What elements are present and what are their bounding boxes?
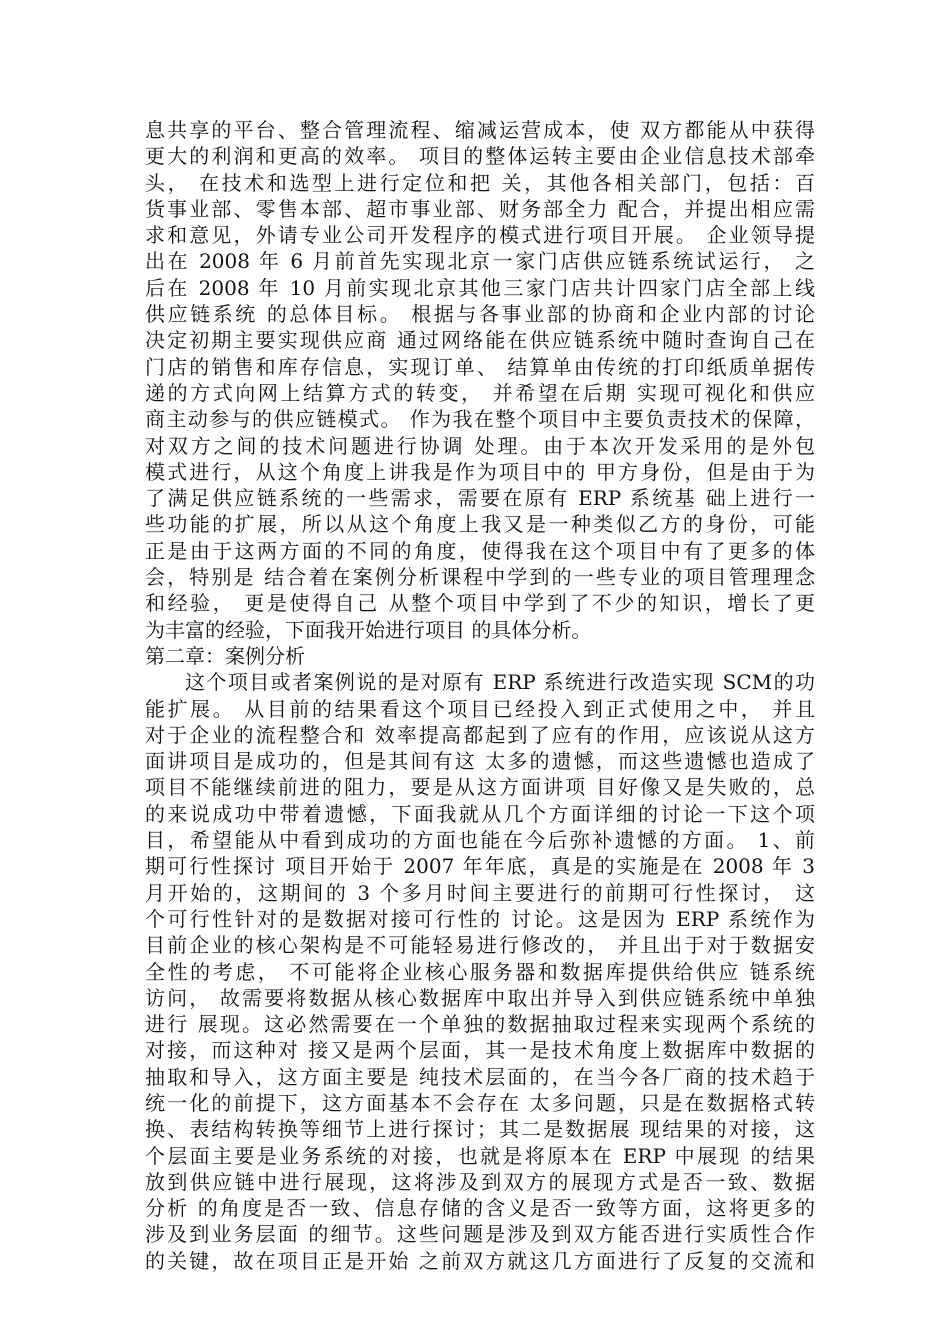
paragraph-line: 更大的利润和更高的效率。 项目的整体运转主要由企业信息技术部牵 bbox=[145, 144, 815, 169]
paragraph-line: 息共享的平台、整合管理流程、缩减运营成本，使 双方都能从中获得 bbox=[145, 118, 815, 142]
paragraph-line: 涉及到业务层面 的细节。这些问题是涉及到双方能否进行实质性合作 bbox=[145, 1222, 815, 1247]
paragraph-line: 目前企业的核心架构是不可能轻易进行修改的， 并且出于对于数据安 bbox=[145, 933, 815, 958]
paragraph-line: 决定初期主要实现供应商 通过网络能在供应链系统中随时查询自己在 bbox=[145, 328, 815, 353]
paragraph-line: 了满足供应链系统的一些需求，需要在原有 ERP 系统基 础上进行一 bbox=[145, 486, 815, 511]
paragraph-line: 为丰富的经验，下面我开始进行项目 的具体分析。 bbox=[145, 617, 592, 642]
paragraph-line: 抽取和导入，这方面主要是 纯技术层面的，在当今各厂商的技术趋于 bbox=[145, 1064, 815, 1089]
chapter-heading: 第二章：案例分析 bbox=[145, 643, 305, 668]
paragraph-line: 放到供应链中进行展现，这将涉及到双方的展现方式是否一致、数据 bbox=[145, 1169, 815, 1194]
paragraph-line: 统一化的前提下，这方面基本不会存在 太多问题，只是在数据格式转 bbox=[145, 1090, 815, 1115]
paragraph-line: 门店的销售和库存信息，实现订单、 结算单由传统的打印纸质单据传 bbox=[145, 354, 815, 379]
paragraph-line: 分析 的角度是否一致、信息存储的含义是否一致等方面，这将更多的 bbox=[145, 1196, 815, 1221]
paragraph-line: 后在 2008 年 10 月前实现北京其他三家门店共计四家门店全部上线 bbox=[145, 275, 815, 300]
paragraph-line: 的关键，故在项目正是开始 之前双方就这几方面进行了反复的交流和 bbox=[145, 1248, 815, 1273]
paragraph-line: 些功能的扩展，所以从这个角度上我又是一种类似乙方的身份，可能 bbox=[145, 512, 815, 537]
paragraph-line: 的来说成功中带着遗憾，下面我就从几个方面详细的讨论一下这个项 bbox=[145, 801, 815, 826]
paragraph-line: 对于企业的流程整合和 效率提高都起到了应有的作用，应该说从这方 bbox=[145, 722, 815, 747]
paragraph-line: 进行 展现。这必然需要在一个单独的数据抽取过程来实现两个系统的 bbox=[145, 1012, 815, 1037]
paragraph-line: 访问， 故需要将数据从核心数据库中取出并导入到供应链系统中单独 bbox=[145, 985, 815, 1010]
paragraph-line: 求和意见，外请专业公司开发程序的模式进行项目开展。 企业领导提 bbox=[145, 223, 815, 248]
paragraph-line: 面讲项目是成功的，但是其间有这 太多的遗憾，而这些遗憾也造成了 bbox=[145, 749, 815, 774]
paragraph-line: 对接，而这种对 接又是两个层面，其一是技术角度上数据库中数据的 bbox=[145, 1038, 815, 1063]
paragraph-line: 货事业部、零售本部、超市事业部、财务部全力 配合，并提出相应需 bbox=[145, 196, 815, 221]
paragraph-line: 商主动参与的供应链模式。 作为我在整个项目中主要负责技术的保障， bbox=[145, 407, 815, 432]
paragraph-line: 对双方之间的技术问题进行协调 处理。由于本次开发采用的是外包 bbox=[145, 433, 815, 458]
paragraph-line: 能扩展。 从目前的结果看这个项目已经投入到正式使用之中， 并且 bbox=[145, 696, 815, 721]
paragraph-line: 换、表结构转换等细节上进行探讨；其二是数据展 现结果的对接，这 bbox=[145, 1117, 815, 1142]
paragraph-line: 期可行性探讨 项目开始于 2007 年年底，真是的实施是在 2008 年 3 bbox=[145, 854, 815, 879]
paragraph-line: 递的方式向网上结算方式的转变， 并希望在后期 实现可视化和供应 bbox=[145, 380, 815, 405]
paragraph-line: 出在 2008 年 6 月前首先实现北京一家门店供应链系统试运行， 之 bbox=[145, 249, 815, 274]
paragraph-line: 模式进行，从这个角度上讲我是作为项目中的 甲方身份，但是由于为 bbox=[145, 459, 815, 484]
paragraph-line: 头， 在技术和选型上进行定位和把 关，其他各相关部门，包括：百 bbox=[145, 170, 815, 195]
paragraph-line: 月开始的，这期间的 3 个多月时间主要进行的前期可行性探讨， 这 bbox=[145, 880, 815, 905]
paragraph-line: 个可行性针对的是数据对接可行性的 讨论。这是因为 ERP 系统作为 bbox=[145, 906, 815, 931]
paragraph-line: 全性的考虑， 不可能将企业核心服务器和数据库提供给供应 链系统 bbox=[145, 959, 815, 984]
paragraph-line: 目，希望能从中看到成功的方面也能在今后弥补遗憾的方面。 1、前 bbox=[145, 828, 815, 853]
document-body bbox=[145, 117, 815, 1274]
paragraph-line: 正是由于这两方面的不同的角度，使得我在这个项目中有了更多的体 bbox=[145, 538, 815, 563]
paragraph-line: 项目不能继续前进的阻力，要是从这方面讲项 目好像又是失败的，总 bbox=[145, 775, 815, 800]
paragraph-line: 个层面主要是业务系统的对接，也就是将原本在 ERP 中展现 的结果 bbox=[145, 1143, 815, 1168]
paragraph-line: 这个项目或者案例说的是对原有 ERP 系统进行改造实现 SCM的功 bbox=[185, 670, 815, 695]
paragraph-line: 供应链系统 的总体目标。 根据与各事业部的协商和企业内部的讨论 bbox=[145, 302, 815, 327]
paragraph-line: 会，特别是 结合着在案例分析课程中学到的一些专业的项目管理理念 bbox=[145, 565, 815, 590]
paragraph-line: 和经验， 更是使得自己 从整个项目中学到了不少的知识，增长了更 bbox=[145, 591, 815, 616]
